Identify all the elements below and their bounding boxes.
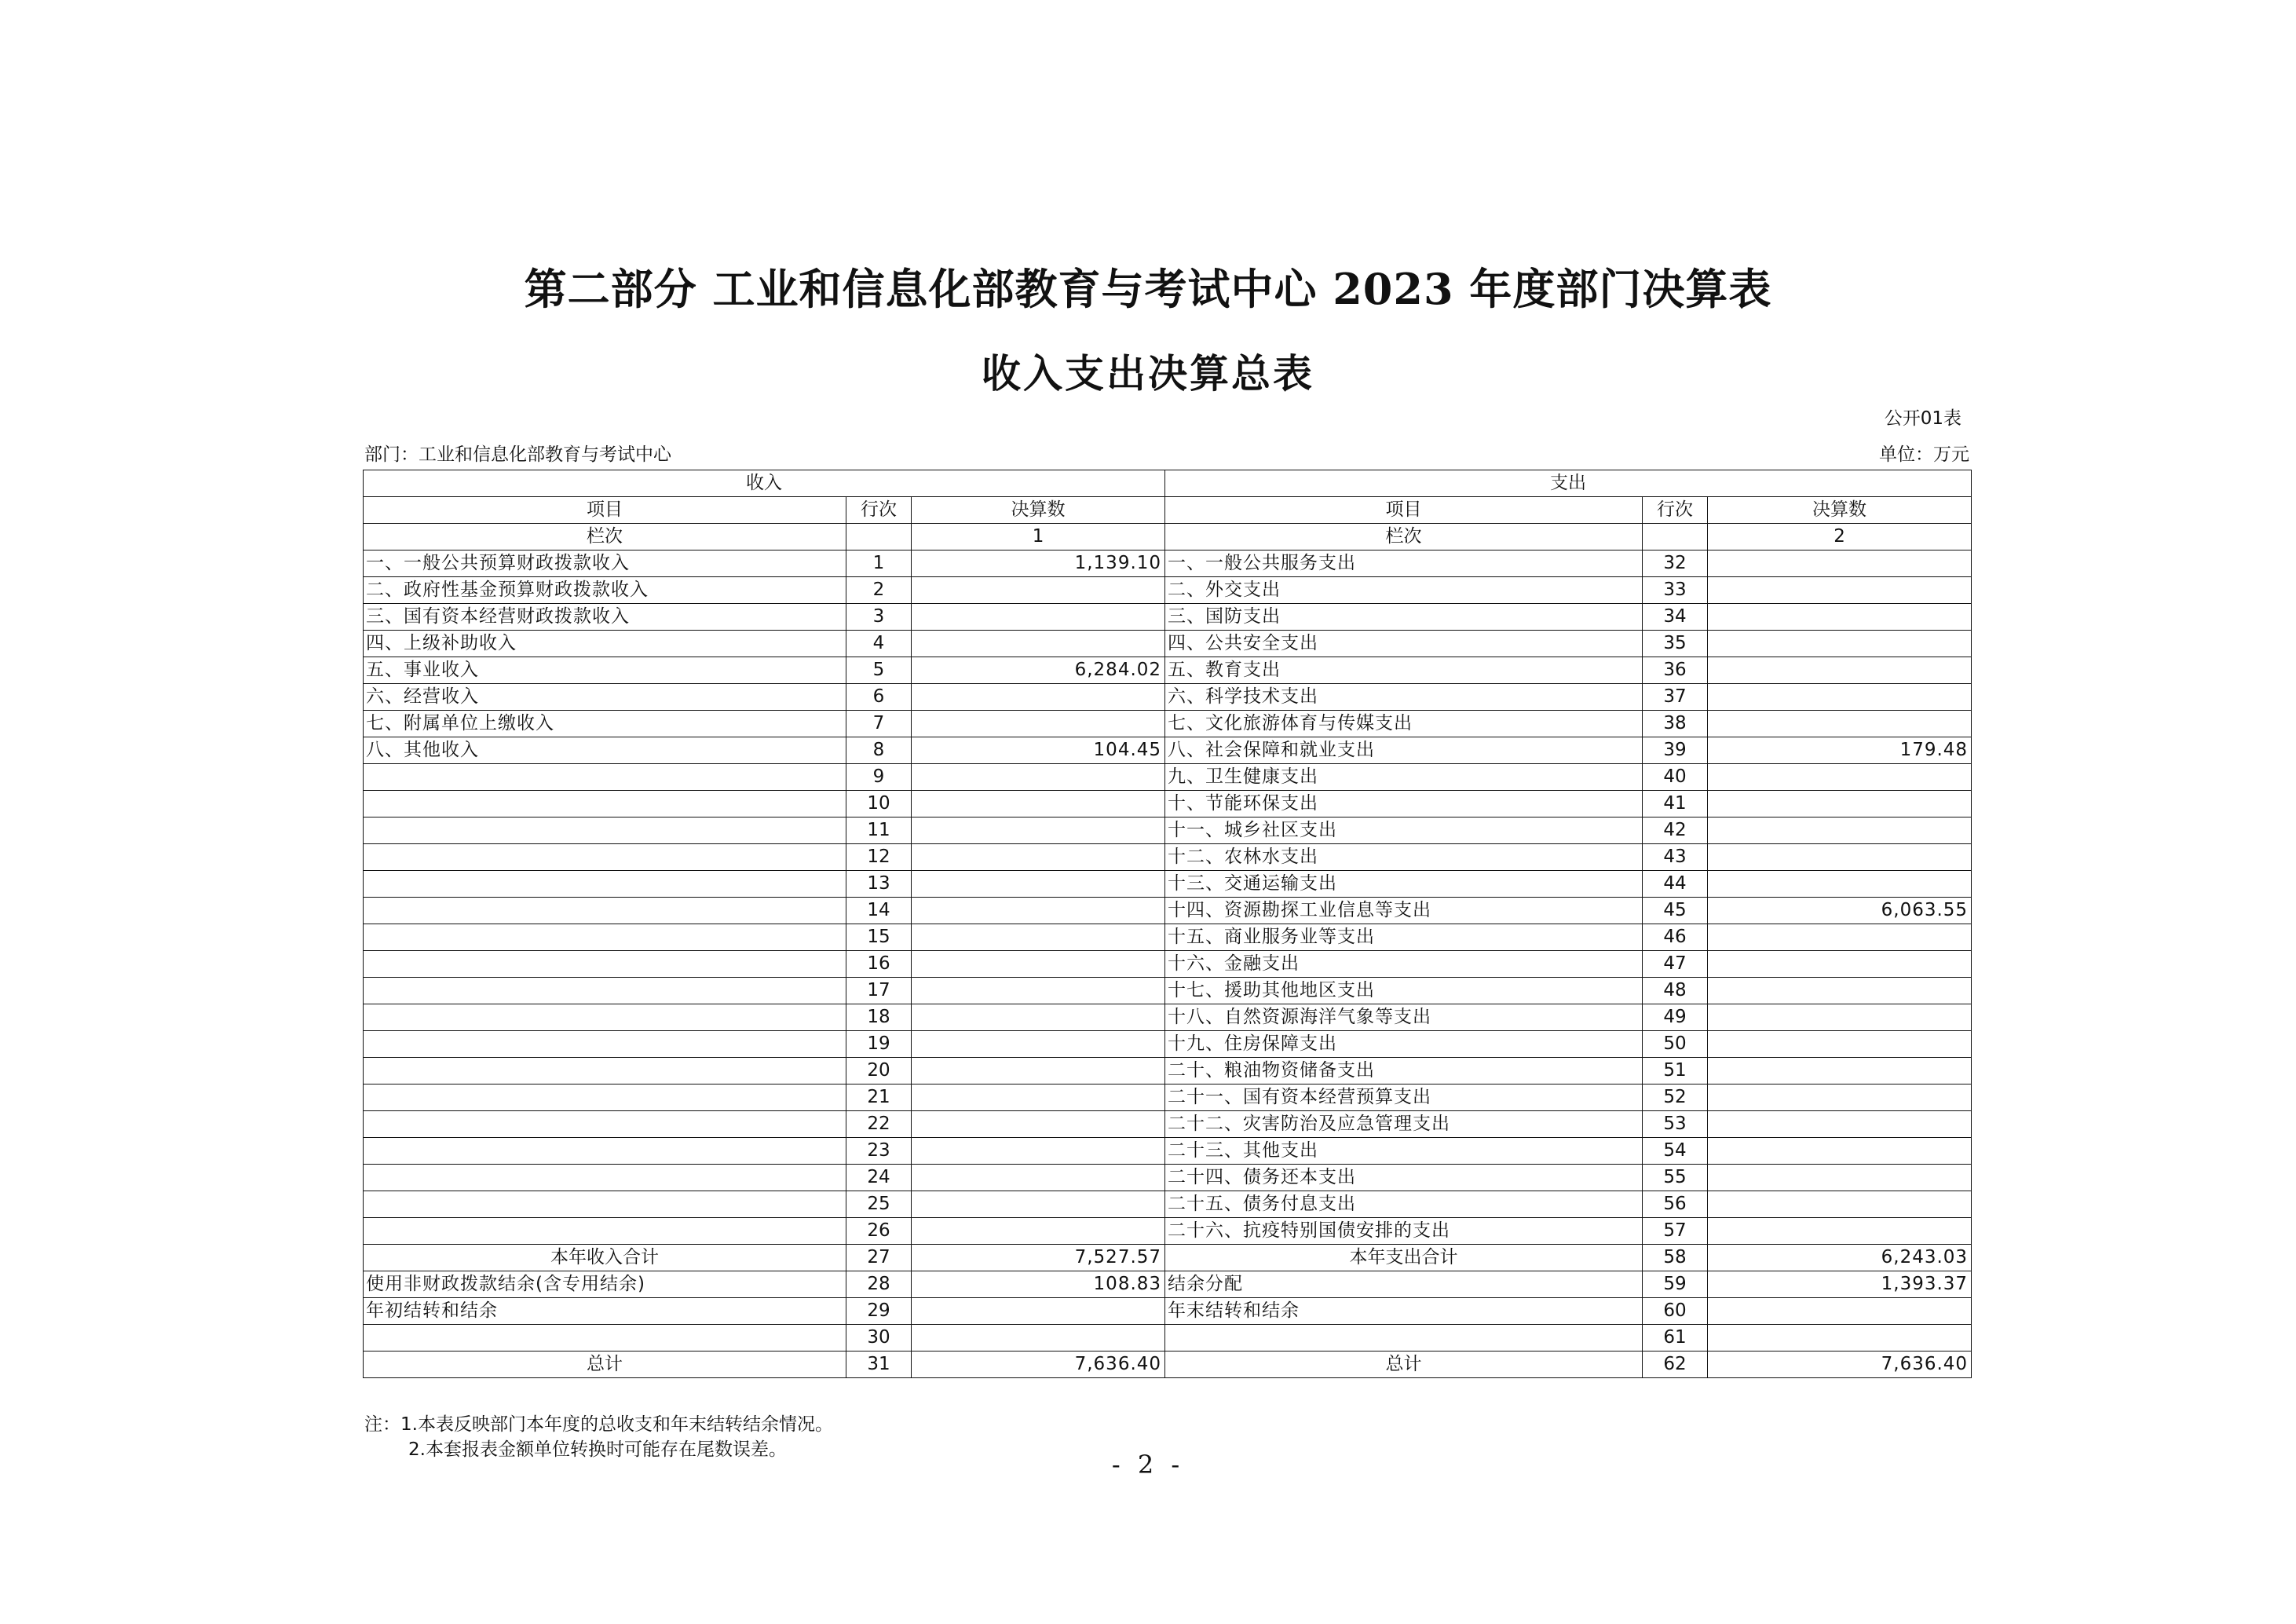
expense-amount-cell <box>1708 711 1972 737</box>
expense-rowno-cell: 62 <box>1643 1352 1708 1378</box>
expense-amount-cell <box>1708 1004 1972 1031</box>
income-rowno-cell: 26 <box>846 1218 912 1245</box>
income-item-cell <box>364 951 846 978</box>
income-item-cell <box>364 1325 846 1352</box>
expense-header: 支出 <box>1165 470 1972 497</box>
income-item-cell: 四、上级补助收入 <box>364 631 846 657</box>
expense-amount-cell <box>1708 817 1972 844</box>
table-row <box>364 1138 1972 1165</box>
expense-amount-cell <box>1708 684 1972 711</box>
table-row <box>364 1058 1972 1084</box>
income-rowno-cell: 9 <box>846 764 912 791</box>
expense-item-cell: 二十、粮油物资储备支出 <box>1165 1058 1643 1084</box>
income-amount-cell <box>912 817 1165 844</box>
income-item-cell: 七、附属单位上缴收入 <box>364 711 846 737</box>
income-item-cell <box>364 764 846 791</box>
expense-item-cell: 总计 <box>1165 1352 1643 1378</box>
income-amount-cell <box>912 1084 1165 1111</box>
table-row <box>364 577 1972 604</box>
income-item-cell <box>364 871 846 898</box>
expense-amount-cell <box>1708 1165 1972 1191</box>
page-number: - 2 - <box>1111 1450 1185 1480</box>
document-title: 第二部分 工业和信息化部教育与考试中心 2023 年度部门决算表 <box>524 264 1772 314</box>
table-row <box>364 764 1972 791</box>
note-2: 2.本套报表金额单位转换时可能存在尾数误差。 <box>408 1439 787 1460</box>
expense-rowno-cell: 56 <box>1643 1191 1708 1218</box>
expense-amount-cell: 7,636.40 <box>1708 1352 1972 1378</box>
expense-amount-cell <box>1708 550 1972 577</box>
income-rowno-cell: 21 <box>846 1084 912 1111</box>
unit-label: 单位：万元 <box>1879 444 1969 465</box>
expense-amount-cell <box>1708 631 1972 657</box>
income-amount-cell <box>912 978 1165 1004</box>
expense-rowno-cell: 60 <box>1643 1298 1708 1325</box>
expense-rowno-cell: 46 <box>1643 924 1708 951</box>
expense-amount-cell <box>1708 871 1972 898</box>
table-row <box>364 1111 1972 1138</box>
expense-item-cell: 六、科学技术支出 <box>1165 684 1643 711</box>
income-amount-cell <box>912 1138 1165 1165</box>
table-row <box>364 844 1972 871</box>
expense-rowno-cell: 40 <box>1643 764 1708 791</box>
expense-item-cell: 十六、金融支出 <box>1165 951 1643 978</box>
expense-item-cell: 十一、城乡社区支出 <box>1165 817 1643 844</box>
department-label: 部门：工业和信息化部教育与考试中心 <box>364 444 671 465</box>
income-item-cell: 五、事业收入 <box>364 657 846 684</box>
table-row <box>364 1031 1972 1058</box>
expense-rowno-cell: 55 <box>1643 1165 1708 1191</box>
expense-amount-cell: 6,243.03 <box>1708 1245 1972 1271</box>
empty-cell <box>846 524 912 550</box>
expense-rowno-cell: 32 <box>1643 550 1708 577</box>
income-amount-cell: 7,527.57 <box>912 1245 1165 1271</box>
income-amount-cell <box>912 1031 1165 1058</box>
income-rowno-cell: 19 <box>846 1031 912 1058</box>
income-amount-cell <box>912 844 1165 871</box>
table-title: 收入支出决算总表 <box>982 350 1314 397</box>
table-row <box>364 1325 1972 1352</box>
expense-amount-cell <box>1708 924 1972 951</box>
income-amount-cell: 6,284.02 <box>912 657 1165 684</box>
income-rowno-cell: 13 <box>846 871 912 898</box>
expense-rowno-cell: 37 <box>1643 684 1708 711</box>
table-row <box>364 1084 1972 1111</box>
income-rowno-cell: 1 <box>846 550 912 577</box>
expense-item-cell <box>1165 1325 1643 1352</box>
expense-amount-cell <box>1708 604 1972 631</box>
income-rowno-cell: 30 <box>846 1325 912 1352</box>
table-row <box>364 1218 1972 1245</box>
empty-cell <box>1643 524 1708 550</box>
expense-rowno-cell: 44 <box>1643 871 1708 898</box>
expense-rowno-cell: 49 <box>1643 1004 1708 1031</box>
income-item-cell: 二、政府性基金预算财政拨款收入 <box>364 577 846 604</box>
expense-amount-cell <box>1708 791 1972 817</box>
table-row <box>364 1271 1972 1298</box>
income-item-cell <box>364 978 846 1004</box>
column-header-row <box>364 497 1972 524</box>
income-rowno-cell: 14 <box>846 898 912 924</box>
income-item-cell <box>364 898 846 924</box>
expense-rowno-cell: 47 <box>1643 951 1708 978</box>
expense-item-cell: 二十六、抗疫特别国债安排的支出 <box>1165 1218 1643 1245</box>
expense-item-cell: 二十二、灾害防治及应急管理支出 <box>1165 1111 1643 1138</box>
expense-item-cell: 四、公共安全支出 <box>1165 631 1643 657</box>
expense-rowno-cell: 57 <box>1643 1218 1708 1245</box>
expense-item-cell: 十三、交通运输支出 <box>1165 871 1643 898</box>
table-row <box>364 978 1972 1004</box>
income-amount-cell <box>912 577 1165 604</box>
income-rowno-header: 行次 <box>846 497 912 524</box>
income-rowno-cell: 24 <box>846 1165 912 1191</box>
income-rowno-cell: 4 <box>846 631 912 657</box>
expense-rowno-cell: 43 <box>1643 844 1708 871</box>
expense-rowno-cell: 42 <box>1643 817 1708 844</box>
income-amount-cell <box>912 1004 1165 1031</box>
expense-amount-cell: 179.48 <box>1708 737 1972 764</box>
expense-rowno-cell: 58 <box>1643 1245 1708 1271</box>
income-rowno-cell: 3 <box>846 604 912 631</box>
income-item-header: 项目 <box>364 497 846 524</box>
expense-item-cell: 二、外交支出 <box>1165 577 1643 604</box>
expense-amount-cell <box>1708 1031 1972 1058</box>
income-rowno-cell: 22 <box>846 1111 912 1138</box>
note-1: 注：1.本表反映部门本年度的总收支和年末结转结余情况。 <box>364 1414 833 1435</box>
expense-amount-cell <box>1708 1298 1972 1325</box>
income-item-cell <box>364 1004 846 1031</box>
expense-rowno-cell: 52 <box>1643 1084 1708 1111</box>
income-item-cell: 八、其他收入 <box>364 737 846 764</box>
table-row <box>364 924 1972 951</box>
expense-item-cell: 八、社会保障和就业支出 <box>1165 737 1643 764</box>
income-item-cell: 年初结转和结余 <box>364 1298 846 1325</box>
income-rowno-cell: 6 <box>846 684 912 711</box>
expense-rowno-cell: 45 <box>1643 898 1708 924</box>
expense-rowno-cell: 35 <box>1643 631 1708 657</box>
income-amount-cell: 7,636.40 <box>912 1352 1165 1378</box>
income-rowno-cell: 8 <box>846 737 912 764</box>
expense-item-cell: 本年支出合计 <box>1165 1245 1643 1271</box>
expense-rowno-cell: 50 <box>1643 1031 1708 1058</box>
income-rowno-cell: 11 <box>846 817 912 844</box>
income-amount-cell <box>912 1298 1165 1325</box>
expense-rowno-header: 行次 <box>1643 497 1708 524</box>
table-row <box>364 684 1972 711</box>
income-item-cell <box>364 817 846 844</box>
expense-rowno-cell: 53 <box>1643 1111 1708 1138</box>
income-rowno-cell: 15 <box>846 924 912 951</box>
expense-item-header: 项目 <box>1165 497 1643 524</box>
income-item-cell <box>364 791 846 817</box>
expense-rowno-cell: 36 <box>1643 657 1708 684</box>
income-column-order-label: 栏次 <box>364 524 846 550</box>
income-amount-cell: 104.45 <box>912 737 1165 764</box>
income-rowno-cell: 23 <box>846 1138 912 1165</box>
expense-rowno-cell: 39 <box>1643 737 1708 764</box>
income-amount-header: 决算数 <box>912 497 1165 524</box>
expense-rowno-cell: 38 <box>1643 711 1708 737</box>
table-row <box>364 1298 1972 1325</box>
income-amount-cell <box>912 1165 1165 1191</box>
expense-amount-cell <box>1708 1218 1972 1245</box>
expense-amount-cell <box>1708 1058 1972 1084</box>
income-amount-cell: 108.83 <box>912 1271 1165 1298</box>
income-rowno-cell: 17 <box>846 978 912 1004</box>
income-item-cell: 六、经营收入 <box>364 684 846 711</box>
income-amount-cell <box>912 951 1165 978</box>
expense-item-cell: 十八、自然资源海洋气象等支出 <box>1165 1004 1643 1031</box>
table-row <box>364 1004 1972 1031</box>
income-item-cell: 本年收入合计 <box>364 1245 846 1271</box>
income-rowno-cell: 12 <box>846 844 912 871</box>
table-row <box>364 871 1972 898</box>
expense-rowno-cell: 34 <box>1643 604 1708 631</box>
income-item-cell <box>364 1138 846 1165</box>
expense-rowno-cell: 59 <box>1643 1271 1708 1298</box>
expense-item-cell: 二十三、其他支出 <box>1165 1138 1643 1165</box>
income-item-cell <box>364 1218 846 1245</box>
expense-item-cell: 二十一、国有资本经营预算支出 <box>1165 1084 1643 1111</box>
expense-amount-cell <box>1708 764 1972 791</box>
expense-amount-cell <box>1708 577 1972 604</box>
expense-item-cell: 一、一般公共服务支出 <box>1165 550 1643 577</box>
table-row <box>364 711 1972 737</box>
expense-item-cell: 十七、援助其他地区支出 <box>1165 978 1643 1004</box>
expense-item-cell: 二十五、债务付息支出 <box>1165 1191 1643 1218</box>
income-item-cell: 一、一般公共预算财政拨款收入 <box>364 550 846 577</box>
income-rowno-cell: 29 <box>846 1298 912 1325</box>
expense-item-cell: 十九、住房保障支出 <box>1165 1031 1643 1058</box>
table-row <box>364 1165 1972 1191</box>
income-rowno-cell: 25 <box>846 1191 912 1218</box>
expense-rowno-cell: 33 <box>1643 577 1708 604</box>
table-row <box>364 604 1972 631</box>
expense-amount-cell <box>1708 1191 1972 1218</box>
expense-item-cell: 十四、资源勘探工业信息等支出 <box>1165 898 1643 924</box>
income-rowno-cell: 2 <box>846 577 912 604</box>
income-amount-cell <box>912 684 1165 711</box>
income-amount-cell <box>912 871 1165 898</box>
income-amount-cell <box>912 711 1165 737</box>
expense-amount-cell <box>1708 1138 1972 1165</box>
income-item-cell <box>364 1031 846 1058</box>
income-amount-cell <box>912 1218 1165 1245</box>
income-rowno-cell: 7 <box>846 711 912 737</box>
income-amount-cell <box>912 1325 1165 1352</box>
income-rowno-cell: 16 <box>846 951 912 978</box>
expense-column-order-label: 栏次 <box>1165 524 1643 550</box>
table-row <box>364 737 1972 764</box>
income-expense-table <box>363 470 1972 1378</box>
income-rowno-cell: 18 <box>846 1004 912 1031</box>
table-row <box>364 951 1972 978</box>
section-header-row <box>364 470 1972 497</box>
expense-item-cell: 五、教育支出 <box>1165 657 1643 684</box>
expense-amount-cell: 1,393.37 <box>1708 1271 1972 1298</box>
income-item-cell <box>364 844 846 871</box>
expense-amount-cell <box>1708 1111 1972 1138</box>
expense-amount-header: 决算数 <box>1708 497 1972 524</box>
income-rowno-cell: 5 <box>846 657 912 684</box>
table-row <box>364 898 1972 924</box>
income-amount-cell <box>912 924 1165 951</box>
income-column-number: 1 <box>912 524 1165 550</box>
expense-item-cell: 二十四、债务还本支出 <box>1165 1165 1643 1191</box>
expense-amount-cell <box>1708 1325 1972 1352</box>
expense-amount-cell <box>1708 844 1972 871</box>
income-amount-cell <box>912 1058 1165 1084</box>
expense-column-number: 2 <box>1708 524 1972 550</box>
income-amount-cell <box>912 604 1165 631</box>
income-header: 收入 <box>364 470 1165 497</box>
column-order-row <box>364 524 1972 550</box>
income-amount-cell <box>912 791 1165 817</box>
income-rowno-cell: 20 <box>846 1058 912 1084</box>
income-amount-cell: 1,139.10 <box>912 550 1165 577</box>
income-rowno-cell: 10 <box>846 791 912 817</box>
expense-amount-cell <box>1708 978 1972 1004</box>
expense-item-cell: 七、文化旅游体育与传媒支出 <box>1165 711 1643 737</box>
income-amount-cell <box>912 764 1165 791</box>
income-amount-cell <box>912 1111 1165 1138</box>
expense-item-cell: 结余分配 <box>1165 1271 1643 1298</box>
table-row <box>364 817 1972 844</box>
income-item-cell: 总计 <box>364 1352 846 1378</box>
income-item-cell <box>364 1084 846 1111</box>
income-amount-cell <box>912 631 1165 657</box>
income-rowno-cell: 31 <box>846 1352 912 1378</box>
income-item-cell <box>364 1165 846 1191</box>
table-row <box>364 550 1972 577</box>
table-row <box>364 631 1972 657</box>
income-item-cell: 使用非财政拨款结余(含专用结余) <box>364 1271 846 1298</box>
expense-item-cell: 十五、商业服务业等支出 <box>1165 924 1643 951</box>
expense-rowno-cell: 41 <box>1643 791 1708 817</box>
income-rowno-cell: 28 <box>846 1271 912 1298</box>
expense-item-cell: 十、节能环保支出 <box>1165 791 1643 817</box>
expense-rowno-cell: 51 <box>1643 1058 1708 1084</box>
expense-item-cell: 三、国防支出 <box>1165 604 1643 631</box>
table-row <box>364 1352 1972 1378</box>
expense-amount-cell <box>1708 951 1972 978</box>
expense-rowno-cell: 61 <box>1643 1325 1708 1352</box>
income-amount-cell <box>912 1191 1165 1218</box>
income-item-cell: 三、国有资本经营财政拨款收入 <box>364 604 846 631</box>
expense-amount-cell: 6,063.55 <box>1708 898 1972 924</box>
table-number: 公开01表 <box>1884 408 1961 429</box>
income-item-cell <box>364 1111 846 1138</box>
expense-item-cell: 十二、农林水支出 <box>1165 844 1643 871</box>
income-item-cell <box>364 1191 846 1218</box>
income-rowno-cell: 27 <box>846 1245 912 1271</box>
income-amount-cell <box>912 898 1165 924</box>
table-row <box>364 791 1972 817</box>
table-row <box>364 657 1972 684</box>
expense-amount-cell <box>1708 1084 1972 1111</box>
expense-amount-cell <box>1708 657 1972 684</box>
table-row <box>364 1191 1972 1218</box>
income-item-cell <box>364 924 846 951</box>
expense-item-cell: 九、卫生健康支出 <box>1165 764 1643 791</box>
expense-rowno-cell: 54 <box>1643 1138 1708 1165</box>
table-row <box>364 1245 1972 1271</box>
expense-item-cell: 年末结转和结余 <box>1165 1298 1643 1325</box>
expense-rowno-cell: 48 <box>1643 978 1708 1004</box>
income-item-cell <box>364 1058 846 1084</box>
